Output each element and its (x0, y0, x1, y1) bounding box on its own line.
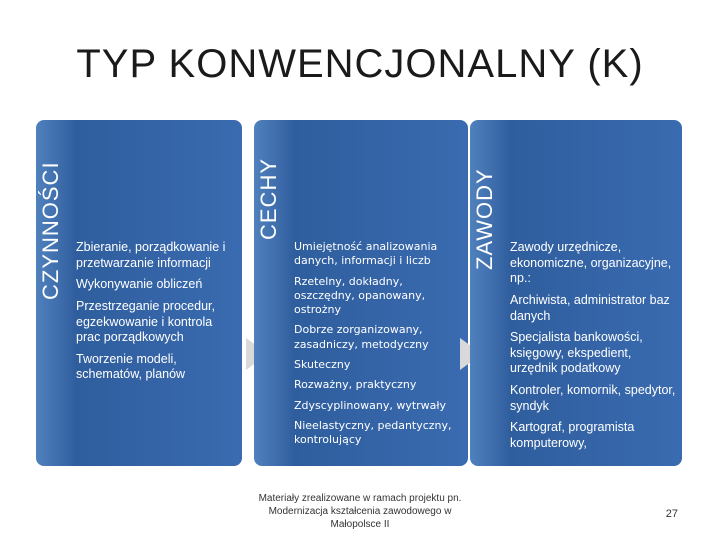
column-zawody (470, 120, 682, 466)
list-item: Archiwista, administrator baz danych (510, 292, 670, 323)
list-item: Kartograf, programista komputerowy, (510, 420, 635, 450)
list-cechy (294, 240, 462, 454)
list-item: Nieelastyczny, pedantyczny, kontrolujący (294, 418, 452, 447)
list-item: Specjalista bankowości, księgowy, ekspedient, urzędnik podatkowy (510, 330, 643, 376)
list-item: Rozważny, praktyczny (294, 378, 417, 392)
column-label-cechy: CECHY (256, 157, 281, 240)
slide-title: TYP KONWENCJONALNY (K) (76, 42, 644, 86)
footer-note: Materiały zrealizowane w ramach projektu pn. Modernizacja kształcenia zawodowego w Małopolsce II (258, 493, 462, 530)
column-label-zawody: ZAWODY (472, 168, 497, 270)
list-item: Zbieranie, porządkowanie i przetwarzanie informacji (76, 240, 226, 270)
list-item: Kontroler, komornik, spedytor, syndyk (510, 383, 676, 413)
column-cechy (254, 120, 468, 466)
list-item: Skuteczny (294, 358, 351, 372)
page-number: 27 (665, 508, 678, 520)
list-item: Tworzenie modeli, schematów, planów (76, 351, 186, 382)
list-item: Rzetelny, dokładny, oszczędny, opanowany, ostrożny (294, 274, 426, 317)
column-czynnosci (36, 120, 242, 466)
list-item: Wykonywanie obliczeń (76, 277, 203, 292)
list-item: Zdyscyplinowany, wytrwały (294, 398, 447, 412)
list-item: Umiejętność analizowania danych, informacji i liczb (294, 240, 438, 268)
list-zawody (510, 240, 676, 458)
list-czynnosci (76, 240, 236, 389)
list-item: Przestrzeganie procedur, egzekwowanie i kontrola prac porządkowych (76, 298, 215, 345)
column-label-czynnosci: CZYNNOŚCI (38, 161, 63, 300)
list-item: Dobrze zorganizowany, zasadniczy, metodyczny (294, 323, 429, 351)
list-item: Zawody urzędnicze, ekonomiczne, organizacyjne, np.: (510, 240, 672, 286)
